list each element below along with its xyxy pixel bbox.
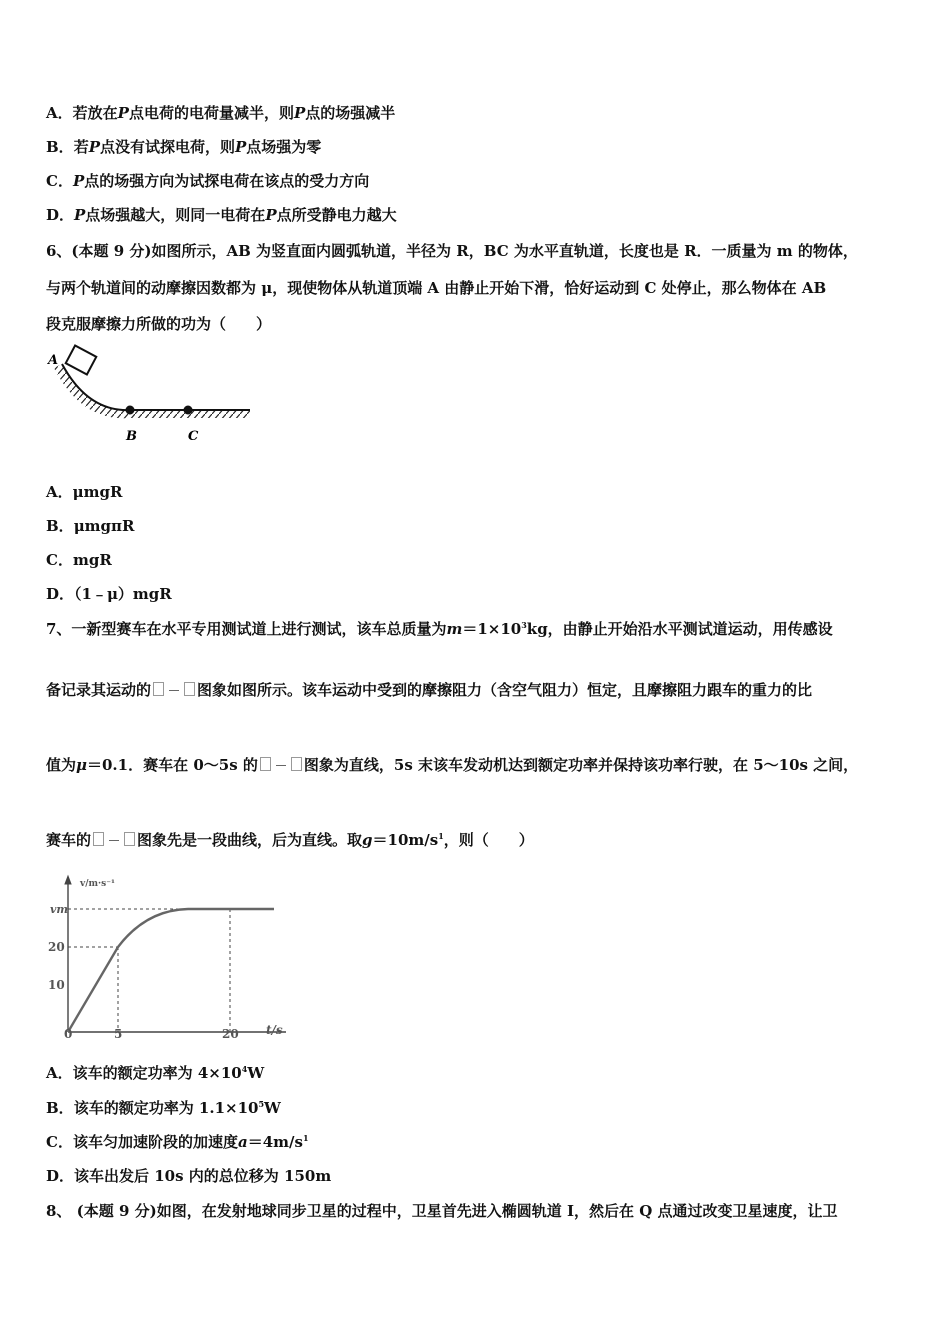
linear-segment	[68, 947, 118, 1032]
q7-vt-graph	[38, 868, 294, 1040]
missing-glyph-box	[291, 757, 302, 771]
q6-stem-line1: 6、(本题 9 分)如图所示，AB 为竖直面内圆弧轨道，半径为 R，BC 为水平直轨道，长度也是 R．一质量为 m 的物体，	[46, 242, 858, 260]
q7-option-a: A．该车的额定功率为 $4\times 10^4W$	[46, 1064, 265, 1082]
label-a: A	[48, 353, 59, 368]
q6-option-c: C．mgR	[46, 551, 112, 569]
block-at-a	[66, 346, 97, 375]
x-tick-20: 20	[222, 1027, 239, 1040]
q6-option-a: A．μmgR	[46, 483, 123, 501]
q5-option-d: D．P点场强越大，则同一电荷在P点所受静电力越大	[46, 206, 397, 224]
y-axis-arrow	[65, 876, 71, 884]
label-c: C	[188, 429, 199, 444]
q6-track-figure	[44, 342, 256, 446]
q5-option-b: B．若P点没有试探电荷，则P点场强为零	[46, 138, 322, 156]
q6-stem-line3: 段克服摩擦力所做的功为（ ）	[46, 315, 272, 333]
q7-option-d: D．该车出发后 10s 内的总位移为 150m	[46, 1167, 332, 1185]
q5-option-a: A．若放在P点电荷的电荷量减半，则P点的场强减半	[46, 104, 396, 122]
x-tick-5: 5	[114, 1027, 123, 1040]
q7-option-c: C．该车匀加速阶段的加速度$a=4m/s^1$	[46, 1133, 309, 1151]
y-axis-label: v/m·s⁻¹	[80, 879, 115, 889]
point-b-dot	[126, 406, 135, 415]
q7-stem-line3: 值为μ＝0.1．赛车在 0～5s 的 图象为直线，5s 末该车发动机达到额定功率并保持该功率行驶，在 5～10s 之间，	[46, 756, 859, 774]
vm-label: vm	[50, 903, 69, 916]
q7-stem-line2: 备记录其运动的 图象如图所示。该车运动中受到的摩擦阻力（含空气阻力）恒定，且摩擦阻力跟车的重力的比	[46, 681, 813, 699]
missing-glyph-box	[184, 682, 195, 696]
missing-glyph-box	[124, 832, 135, 846]
point-c-dot	[184, 406, 193, 415]
missing-glyph-box	[93, 832, 104, 846]
y-tick-20: 20	[48, 940, 65, 954]
q5-option-c: C．P点的场强方向为试探电荷在该点的受力方向	[46, 172, 370, 190]
q6-option-b: B．μmgπR	[46, 517, 135, 535]
q6-stem-line2: 与两个轨道间的动摩擦因数都为 μ，现使物体从轨道顶端 A 由静止开始下滑，恰好运动到 C 处停止，那么物体在 AB	[46, 279, 827, 297]
label-b: B	[126, 429, 137, 444]
x-tick-0: 0	[64, 1027, 73, 1040]
y-tick-10: 10	[48, 978, 65, 992]
q7-stem-line1: 7、一新型赛车在水平专用测试道上进行测试，该车总质量为$m=1\times 10^3kg$，由静止开始沿水平测试道运动，用传感设	[46, 620, 833, 638]
curve-segment	[118, 909, 274, 947]
missing-glyph-box	[260, 757, 271, 771]
missing-glyph-box	[153, 682, 164, 696]
q7-option-b: B．该车的额定功率为 $1.1\times 10^5W$	[46, 1099, 281, 1117]
q7-stem-line4: 赛车的 图象先是一段曲线，后为直线。取$g=10m/s^1$，则（ ）	[46, 831, 534, 849]
q8-stem-line1: 8、 (本题 9 分)如图，在发射地球同步卫星的过程中，卫星首先进入椭圆轨道 I，然后在 Q 点通过改变卫星速度，让卫	[46, 1202, 838, 1220]
q6-option-d: D．（1﹣μ）mgR	[46, 585, 172, 603]
x-axis-label: t/s	[266, 1023, 283, 1037]
